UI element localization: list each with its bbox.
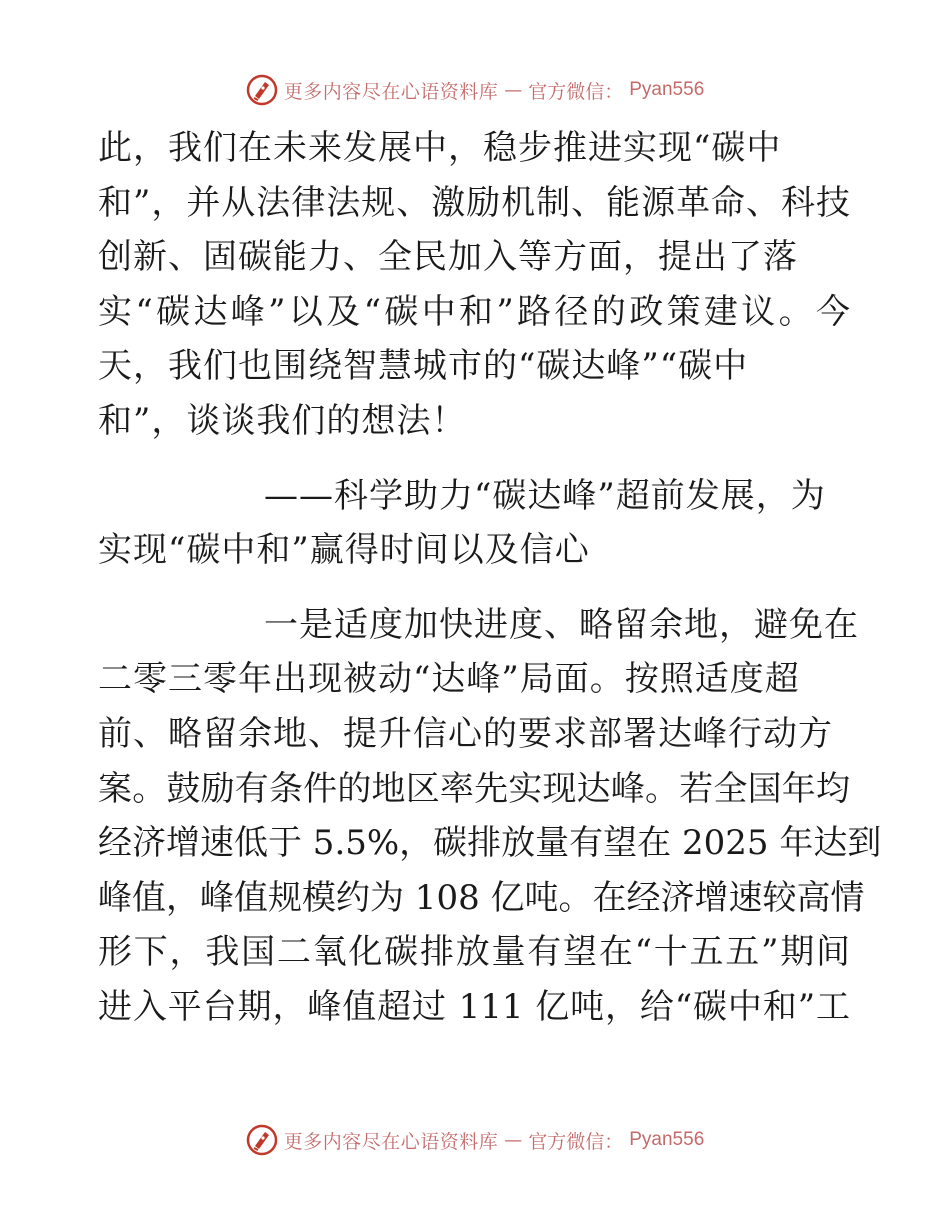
text-line: 一是适度加快进度、略留余地，避免在 bbox=[264, 604, 859, 645]
promo-text: 更多内容尽在心语资料库 bbox=[283, 1130, 499, 1153]
wechat-id: Pyan556 bbox=[629, 79, 705, 100]
heading-line: ——科学助力“碳达峰”超前发展，为 bbox=[264, 475, 826, 516]
text-line: 前、略留余地、提升信心的要求部署达峰行动方 bbox=[98, 713, 833, 754]
banner-separator: — bbox=[504, 1129, 523, 1151]
section-heading bbox=[98, 469, 850, 578]
pen-nib-logo-icon bbox=[246, 74, 278, 106]
promo-text: 更多内容尽在心语资料库 bbox=[283, 80, 499, 103]
text-line: 二零三零年出现被动“达峰”局面。按照适度超 bbox=[98, 659, 800, 700]
header-banner bbox=[0, 70, 950, 110]
text-line: 天，我们也围绕智慧城市的“碳达峰”“碳中 bbox=[98, 346, 749, 387]
pen-nib-logo-icon bbox=[246, 1124, 278, 1156]
text-line: 经济增速低于 5.5%，碳排放量有望在 2025 年达到 bbox=[98, 823, 882, 864]
document-body bbox=[98, 121, 882, 1035]
text-line: 案。鼓励有条件的地区率先实现达峰。若全国年均 bbox=[98, 768, 850, 809]
paragraph-2 bbox=[98, 598, 882, 1035]
text-line: 进入平台期，峰值超过 111 亿吨，给“碳中和”工 bbox=[98, 986, 850, 1027]
text-line: 峰值，峰值规模约为 108 亿吨。在经济增速较高情 bbox=[98, 877, 865, 918]
wechat-label: 官方微信： bbox=[528, 80, 624, 103]
banner-separator: — bbox=[504, 79, 523, 101]
wechat-id: Pyan556 bbox=[629, 1129, 705, 1150]
wechat-label: 官方微信： bbox=[528, 1130, 624, 1153]
text-line: 实“碳达峰”以及“碳中和”路径的政策建议。今 bbox=[98, 291, 850, 332]
paragraph-1 bbox=[98, 121, 850, 449]
heading-line: 实现“碳中和”赢得时间以及信心 bbox=[98, 530, 590, 571]
footer-banner bbox=[0, 1120, 950, 1160]
text-line: 和”，谈谈我们的想法！ bbox=[98, 400, 467, 441]
text-line: 此，我们在未来发展中，稳步推进实现“碳中 bbox=[98, 128, 782, 168]
text-line: 和”，并从法律法规、激励机制、能源革命、科技 bbox=[98, 182, 850, 223]
text-line: 形下，我国二氧化碳排放量有望在“十五五”期间 bbox=[98, 932, 850, 973]
text-line: 创新、固碳能力、全民加入等方面，提出了落 bbox=[98, 237, 798, 278]
